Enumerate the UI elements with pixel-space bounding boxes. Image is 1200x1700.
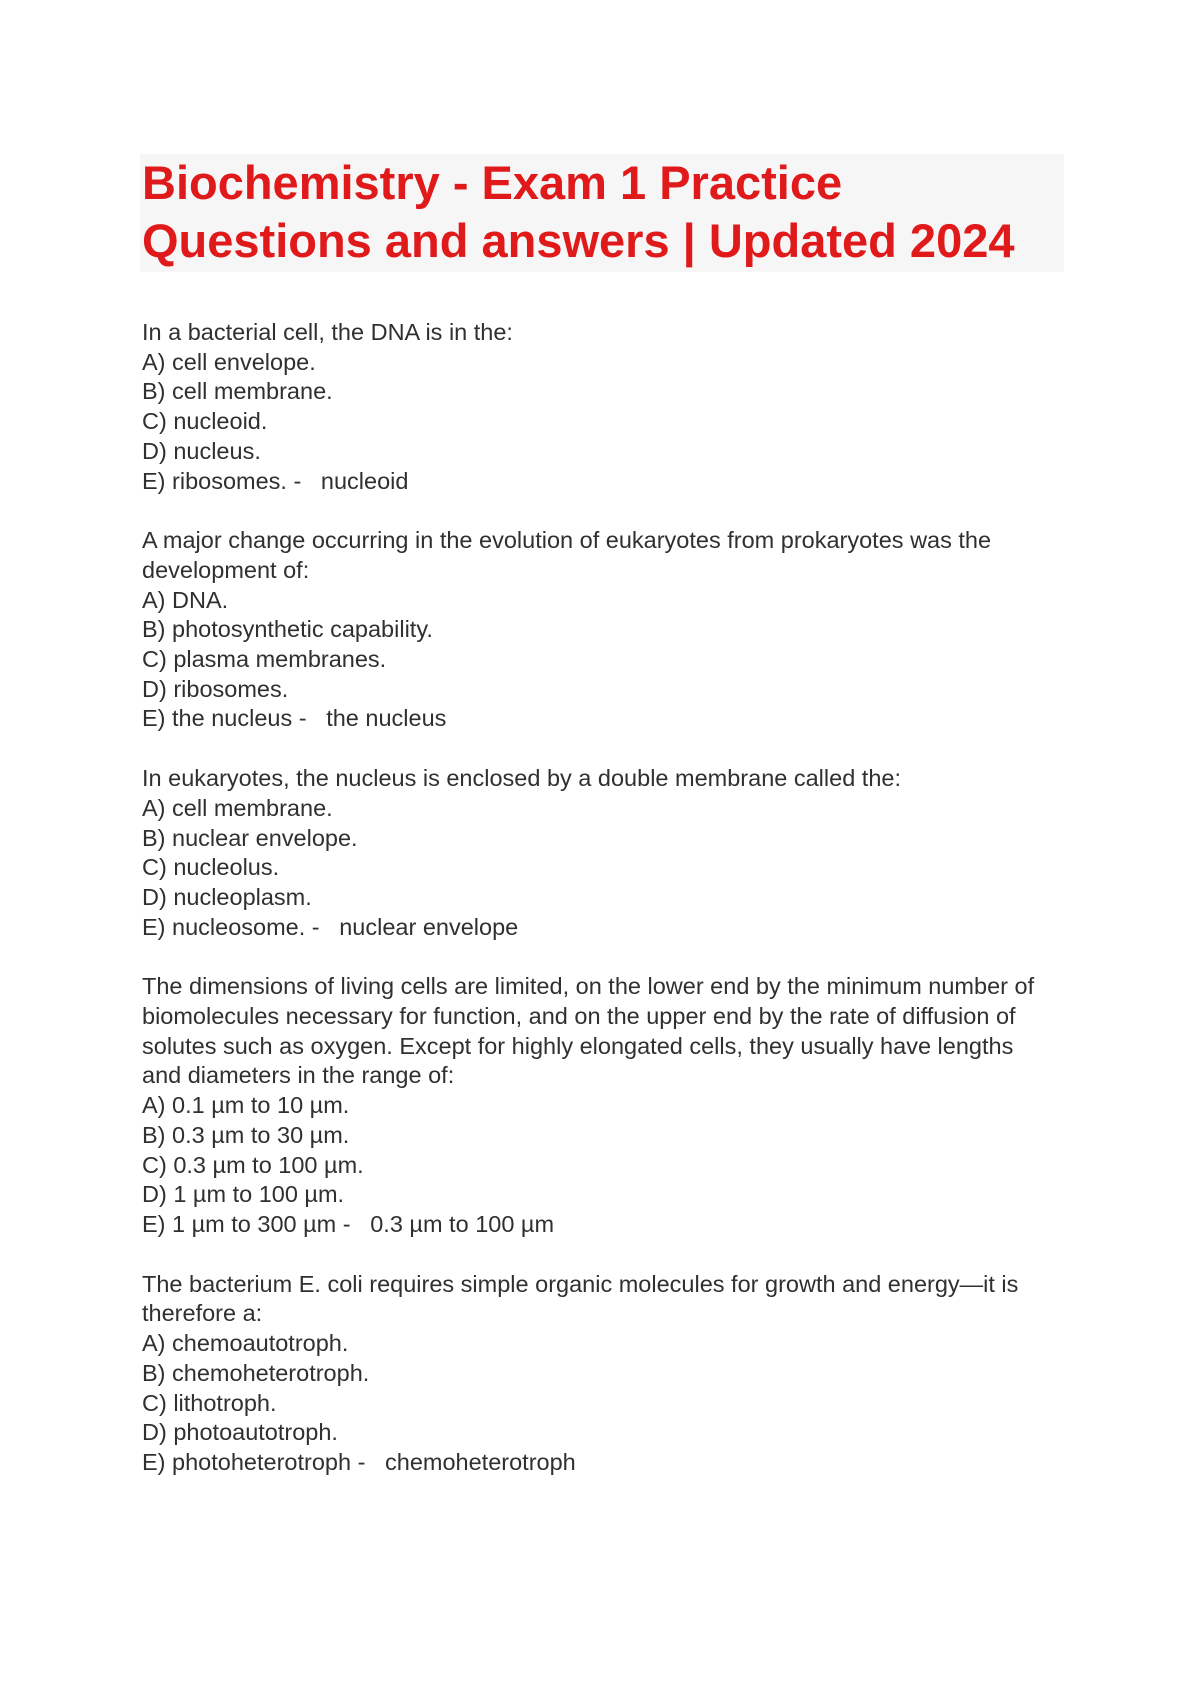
title-line-1: Biochemistry - Exam 1 Practice: [142, 156, 843, 209]
stem-line: In eukaryotes, the nucleus is enclosed by a double membrane called the:: [142, 765, 901, 792]
option-a: A) cell envelope.: [142, 348, 316, 375]
option-e: E) the nucleus: [142, 705, 293, 732]
option-e: E) nucleosome.: [142, 913, 306, 940]
answer: the nucleus: [326, 705, 447, 732]
stem-line: biomolecules necessary for function, and on the upper end by the rate of diffusion of: [142, 1003, 1016, 1030]
document-title: [140, 154, 1064, 272]
option-c: C) nucleolus.: [142, 854, 280, 881]
stem-line: development of:: [142, 556, 310, 583]
option-e-with-answer: [142, 704, 1062, 734]
question-3: [142, 764, 1062, 942]
option-e-with-answer: [142, 913, 1062, 943]
stem-line: solutes such as oxygen. Except for highly elongated cells, they usually have lengths: [142, 1032, 1014, 1059]
stem-line: In a bacterial cell, the DNA is in the:: [142, 319, 513, 345]
option-e: E) photoheterotroph: [142, 1448, 352, 1475]
option-b: B) chemoheterotroph.: [142, 1359, 370, 1386]
option-e-with-answer: [142, 467, 1062, 497]
answer: 0.3 µm to 100 µm: [370, 1210, 555, 1237]
questions-list: [142, 318, 1062, 1508]
option-b: B) 0.3 µm to 30 µm.: [142, 1121, 350, 1148]
option-d: D) 1 µm to 100 µm.: [142, 1181, 345, 1208]
option-c: C) plasma membranes.: [142, 646, 387, 673]
option-b: B) photosynthetic capability.: [142, 616, 433, 643]
option-d: D) ribosomes.: [142, 675, 289, 702]
answer-separator: -: [351, 1448, 385, 1475]
stem-line: A major change occurring in the evolution of eukaryotes from prokaryotes was the: [142, 527, 992, 554]
option-e-with-answer: [142, 1210, 1062, 1240]
option-c: C) lithotroph.: [142, 1389, 277, 1416]
question-4: [142, 972, 1062, 1239]
answer-separator: -: [305, 913, 340, 940]
answer-separator: -: [292, 705, 327, 732]
answer: nuclear envelope: [339, 913, 519, 940]
question-1: [142, 318, 1062, 496]
option-e-with-answer: [142, 1448, 1062, 1478]
question-stem: [142, 1270, 1062, 1329]
option-d: D) nucleoplasm.: [142, 883, 312, 910]
option-a: A) chemoautotroph.: [142, 1330, 349, 1357]
question-2: [142, 526, 1062, 734]
answer-separator: -: [286, 467, 321, 494]
stem-line: The bacterium E. coli requires simple organic molecules for growth and energy—it is: [142, 1270, 1019, 1297]
question-stem: [142, 764, 1062, 794]
question-stem: [142, 318, 1062, 348]
option-a: A) DNA.: [142, 586, 229, 613]
stem-line: therefore a:: [142, 1300, 263, 1327]
stem-line: and diameters in the range of:: [142, 1062, 455, 1089]
option-e: E) 1 µm to 300 µm: [142, 1210, 337, 1237]
option-c: C) nucleoid.: [142, 408, 268, 435]
answer: nucleoid: [320, 467, 409, 494]
answer-separator: -: [336, 1210, 371, 1237]
option-d: D) nucleus.: [142, 437, 261, 464]
stem-line: The dimensions of living cells are limited, on the lower end by the minimum number of: [142, 973, 1035, 1000]
title-line-2: Questions and answers | Updated 2024: [142, 214, 1015, 267]
question-stem: [142, 526, 1062, 585]
option-b: B) cell membrane.: [142, 378, 333, 405]
question-5: [142, 1270, 1062, 1478]
option-b: B) nuclear envelope.: [142, 824, 358, 851]
option-a: A) cell membrane.: [142, 794, 333, 821]
option-a: A) 0.1 µm to 10 µm.: [142, 1092, 350, 1119]
option-c: C) 0.3 µm to 100 µm.: [142, 1151, 364, 1178]
question-stem: [142, 972, 1062, 1091]
option-e: E) ribosomes.: [142, 467, 287, 494]
answer: chemoheterotroph: [385, 1448, 576, 1475]
option-d: D) photoautotroph.: [142, 1419, 338, 1446]
